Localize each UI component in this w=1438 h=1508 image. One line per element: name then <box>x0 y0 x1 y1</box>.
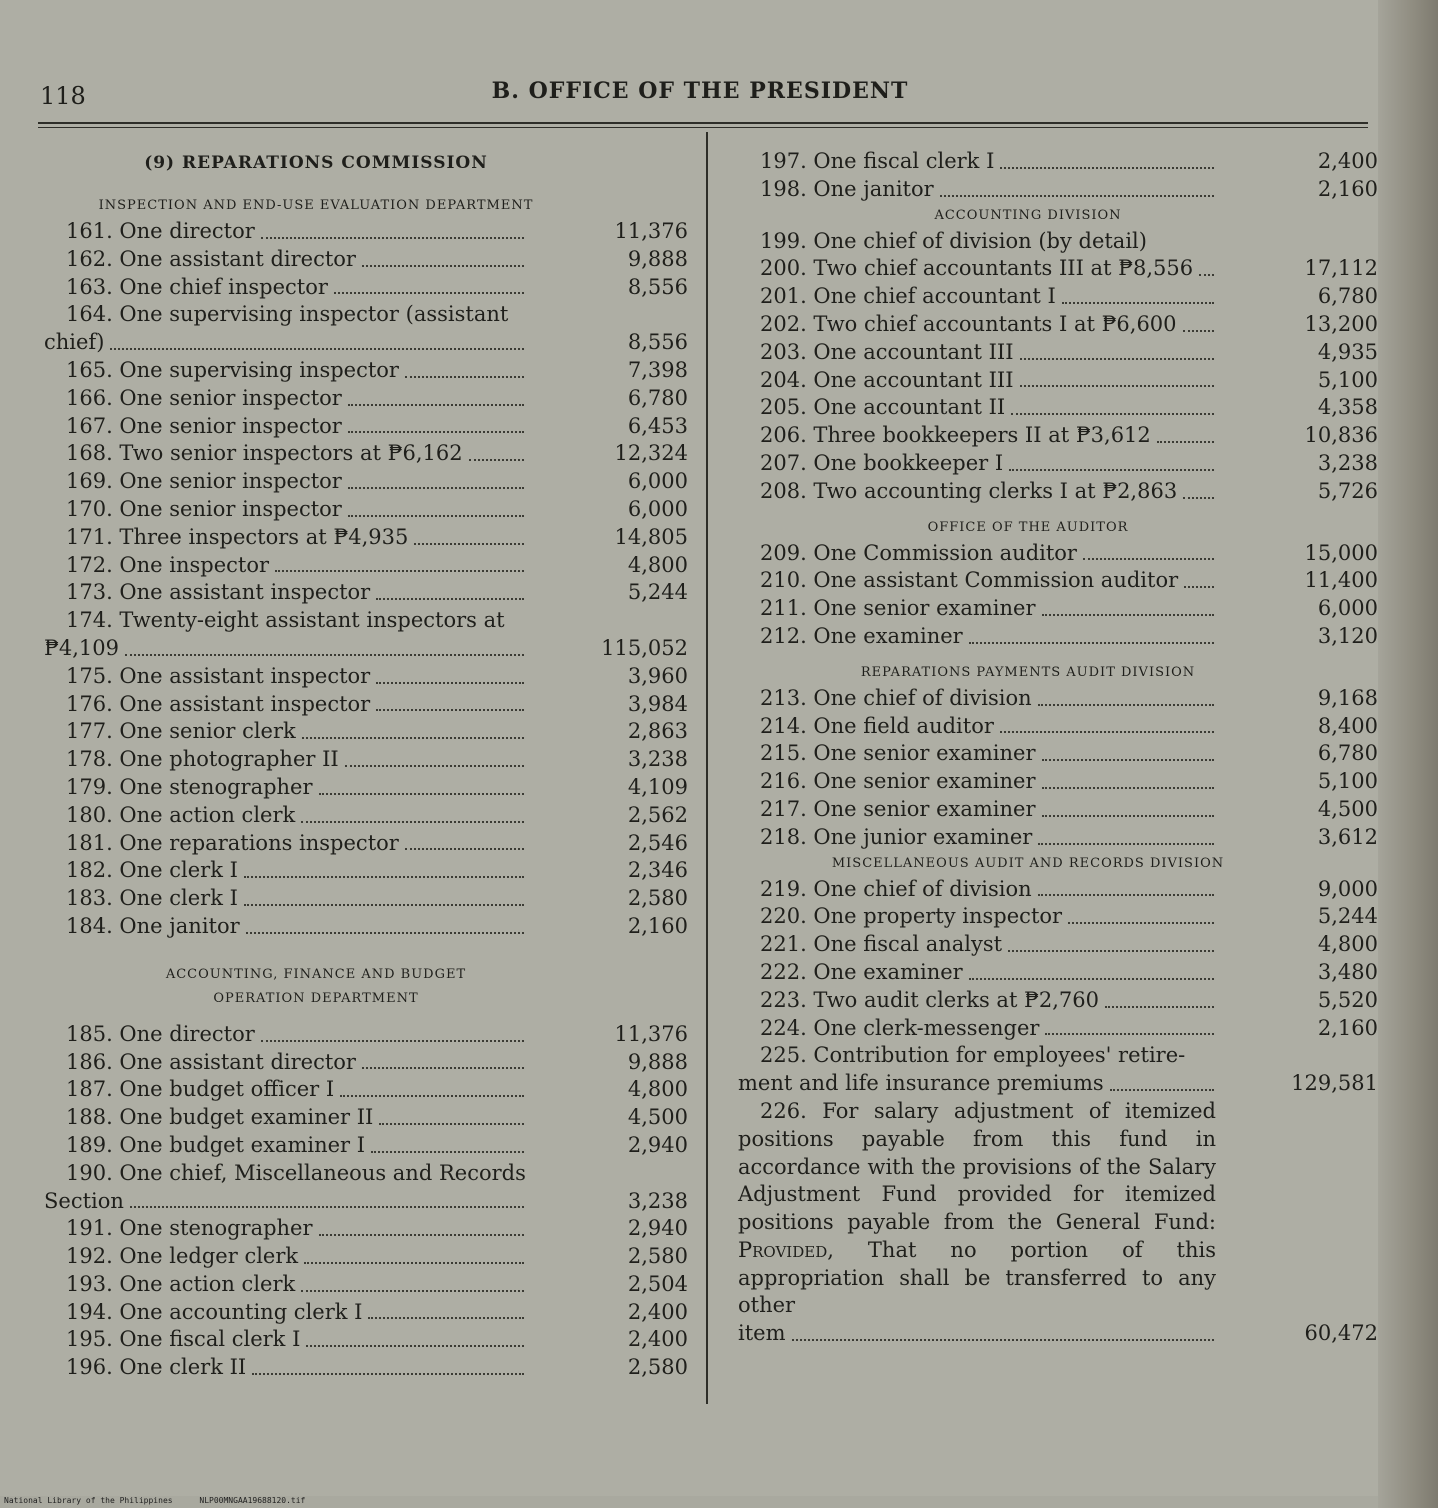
item-amount: 129,581 <box>1291 1071 1378 1096</box>
line-item <box>44 1188 688 1216</box>
item-label: 180. One action clerk <box>66 802 296 827</box>
item-amount: 4,935 <box>1317 339 1378 364</box>
line-item <box>44 329 688 357</box>
leader-dots <box>348 431 524 433</box>
item-amount: 2,400 <box>627 1299 688 1324</box>
item-label: 200. Two chief accountants III at ₱8,556 <box>760 256 1194 281</box>
item-label: 201. One chief accountant I <box>760 284 1056 309</box>
item-amount: 6,000 <box>627 469 688 494</box>
item-list <box>738 685 1378 852</box>
line-item <box>44 691 688 719</box>
item-label: 166. One senior inspector <box>66 385 342 410</box>
item-amount: 17,112 <box>1304 256 1378 281</box>
item-amount: 3,238 <box>627 1188 688 1213</box>
item-list <box>44 1021 688 1382</box>
item-label: 218. One junior examiner <box>760 824 1033 849</box>
leader-dots <box>1045 1033 1214 1035</box>
line-item <box>738 740 1378 768</box>
leader-dots <box>246 932 524 934</box>
item-amount: 4,358 <box>1317 395 1378 420</box>
line-item <box>738 540 1378 568</box>
item-label: 210. One assistant Commission auditor <box>760 568 1179 593</box>
item-label-continued: ₱4,109 <box>44 635 119 660</box>
section-title-continued: OPERATION DEPARTMENT <box>213 990 419 1006</box>
item-list <box>44 218 688 941</box>
leader-dots <box>1000 167 1214 169</box>
leader-dots <box>376 682 524 684</box>
line-item <box>738 595 1378 623</box>
item-amount: 13,200 <box>1304 311 1378 336</box>
item-label: 162. One assistant director <box>66 246 356 271</box>
item-amount: 2,580 <box>627 1355 688 1380</box>
leader-dots <box>130 1206 524 1208</box>
item-label: 176. One assistant inspector <box>66 691 371 716</box>
leader-dots <box>1062 302 1214 304</box>
line-item <box>738 567 1378 595</box>
item-label: item <box>738 1321 786 1346</box>
line-item <box>44 1243 688 1271</box>
item-label: 197. One fiscal clerk I <box>760 149 995 173</box>
leader-dots <box>252 1373 524 1375</box>
leader-dots <box>1008 950 1214 952</box>
item-label: 216. One senior examiner <box>760 769 1036 794</box>
leader-dots <box>405 376 524 378</box>
line-item <box>738 768 1378 796</box>
leader-dots <box>1083 558 1214 560</box>
line-item <box>738 311 1378 339</box>
leader-dots <box>1038 704 1214 706</box>
leader-dots <box>1042 759 1215 761</box>
leader-dots <box>348 404 524 406</box>
leader-dots <box>469 459 524 461</box>
item-label: 184. One janitor <box>66 913 240 938</box>
left-column <box>44 148 688 1382</box>
line-item <box>738 283 1378 311</box>
item-label: 215. One senior examiner <box>760 741 1036 766</box>
item-list <box>738 148 1378 204</box>
line-item <box>44 802 688 830</box>
item-amount: 2,580 <box>627 1244 688 1269</box>
item-label: 187. One budget officer I <box>66 1077 335 1102</box>
section-title: MISCELLANEOUS AUDIT AND RECORDS DIVISION <box>831 855 1225 871</box>
item-label: 172. One inspector <box>66 552 270 577</box>
item-label: 182. One clerk I <box>66 858 238 883</box>
item-amount: 3,984 <box>627 691 688 716</box>
item-label: 178. One photographer II <box>66 747 339 772</box>
leader-dots <box>110 348 524 350</box>
line-item <box>44 830 688 858</box>
item-amount: 3,238 <box>627 747 688 772</box>
line-item <box>44 579 688 607</box>
item-amount: 7,398 <box>627 357 688 382</box>
item-label: 177. One senior clerk <box>66 719 296 744</box>
book-gutter-edge <box>1378 0 1438 1508</box>
item-amount: 11,400 <box>1304 568 1378 593</box>
line-item <box>44 218 688 246</box>
line-item <box>44 1299 688 1327</box>
item-label: 193. One action clerk <box>66 1271 296 1296</box>
leader-dots <box>348 487 524 489</box>
line-item <box>738 623 1378 651</box>
leader-dots <box>405 848 524 850</box>
item-amount: 14,805 <box>614 524 688 549</box>
item-label: 165. One supervising inspector <box>66 357 399 382</box>
item-225-line1: 225. Contribution for employees' retire- <box>760 1043 1186 1068</box>
leader-dots <box>1110 1089 1214 1091</box>
item-list <box>738 540 1378 651</box>
leader-dots <box>1020 358 1215 360</box>
item-226 <box>738 1320 1378 1348</box>
item-amount: 2,400 <box>1317 149 1378 173</box>
commission-title: (9) REPARATIONS COMMISSION <box>144 153 488 173</box>
section-title: INSPECTION AND END-USE EVALUATION DEPARTMENT <box>98 198 534 213</box>
line-item-label: 190. One chief, Miscellaneous and Records <box>66 1160 526 1185</box>
item-label: 192. One ledger clerk <box>66 1244 299 1269</box>
leader-dots <box>275 570 524 572</box>
item-label: 205. One accountant II <box>760 395 1006 420</box>
leader-dots <box>792 1339 1215 1341</box>
leader-dots <box>1105 1006 1214 1008</box>
line-item <box>44 413 688 441</box>
item-label-continued: Section <box>44 1188 124 1213</box>
item-amount: 5,726 <box>1317 478 1378 503</box>
line-item <box>44 1215 688 1243</box>
leader-dots <box>1038 843 1214 845</box>
item-amount: 11,376 <box>614 1021 688 1046</box>
item-amount: 4,800 <box>1317 932 1378 957</box>
line-item <box>738 148 1378 176</box>
item-amount: 5,100 <box>1317 769 1378 794</box>
item-amount: 6,780 <box>627 385 688 410</box>
leader-dots <box>362 1067 524 1069</box>
line-item <box>738 422 1378 450</box>
item-amount: 4,800 <box>627 552 688 577</box>
item-label: 179. One stenographer <box>66 774 313 799</box>
item-label: 211. One senior examiner <box>760 596 1036 621</box>
item-label: 214. One field auditor <box>760 713 994 738</box>
item-amount: 15,000 <box>1304 540 1378 565</box>
line-item <box>738 987 1378 1015</box>
leader-dots <box>1042 815 1215 817</box>
line-item <box>738 824 1378 852</box>
line-item <box>44 774 688 802</box>
line-item <box>44 440 688 468</box>
running-head: B. OFFICE OF THE PRESIDENT <box>491 78 909 104</box>
leader-dots <box>348 515 524 517</box>
line-item <box>44 524 688 552</box>
item-label: 199. One chief of division (by detail) <box>760 228 1147 253</box>
item-label: 206. Three bookkeepers II at ₱3,612 <box>760 423 1151 448</box>
leader-dots <box>1184 586 1214 588</box>
item-amount: 3,238 <box>1317 450 1378 475</box>
line-item <box>738 367 1378 395</box>
leader-dots <box>244 904 524 906</box>
item-amount: 6,000 <box>627 496 688 521</box>
line-item-label: 174. Twenty-eight assistant inspectors at <box>66 608 505 633</box>
footer-file: NLP00MNGAA19688120.tif <box>199 1496 306 1505</box>
item-amount: 3,612 <box>1317 824 1378 849</box>
item-amount: 60,472 <box>1304 1321 1378 1346</box>
item-label: 195. One fiscal clerk I <box>66 1327 301 1352</box>
page-number: 118 <box>40 82 86 110</box>
line-item <box>44 1132 688 1160</box>
line-item <box>738 339 1378 367</box>
leader-dots <box>261 1040 524 1042</box>
line-item <box>738 1015 1378 1043</box>
item-amount: 11,376 <box>614 219 688 243</box>
leader-dots <box>345 765 524 767</box>
line-item <box>44 496 688 524</box>
leader-dots <box>304 1262 524 1264</box>
item-amount: 3,960 <box>627 663 688 688</box>
item-label: 188. One budget examiner II <box>66 1105 374 1130</box>
item-amount: 2,160 <box>1317 1015 1378 1040</box>
item-amount: 9,888 <box>627 246 688 271</box>
item-amount: 12,324 <box>614 441 688 466</box>
item-amount: 8,556 <box>627 330 688 355</box>
leader-dots <box>371 1151 524 1153</box>
item-label: 170. One senior inspector <box>66 496 342 521</box>
leader-dots <box>306 1345 524 1347</box>
leader-dots <box>1042 787 1215 789</box>
leader-dots <box>376 709 524 711</box>
line-item <box>44 274 688 302</box>
leader-dots <box>1199 274 1214 276</box>
item-amount: 5,244 <box>627 580 688 605</box>
line-item <box>44 746 688 774</box>
item-amount: 9,000 <box>1317 876 1378 901</box>
item-label: 167. One senior inspector <box>66 413 342 438</box>
item-amount: 6,453 <box>627 413 688 438</box>
item-list <box>738 228 1378 506</box>
item-label: 191. One stenographer <box>66 1216 313 1241</box>
section-title: ACCOUNTING, FINANCE AND BUDGET <box>165 966 467 982</box>
item-amount: 2,400 <box>627 1327 688 1352</box>
line-item <box>44 385 688 413</box>
item-amount: 6,780 <box>1317 284 1378 309</box>
item-label: ment and life insurance premiums <box>738 1071 1104 1096</box>
leader-dots <box>302 737 524 739</box>
item-label: 183. One clerk I <box>66 886 238 911</box>
line-item <box>738 228 1378 256</box>
footer-source: National Library of the Philippines <box>4 1496 173 1505</box>
item-label: 161. One director <box>66 219 255 243</box>
leader-dots <box>969 978 1214 980</box>
item-label: 173. One assistant inspector <box>66 580 371 605</box>
section-title: ACCOUNTING DIVISION <box>934 207 1122 223</box>
item-label: 189. One budget examiner I <box>66 1132 366 1157</box>
leader-dots <box>1183 330 1214 332</box>
item-225 <box>738 1070 1378 1098</box>
item-amount: 2,160 <box>1317 176 1378 201</box>
leader-dots <box>414 543 524 545</box>
item-label: 194. One accounting clerk I <box>66 1299 363 1324</box>
item-label: 208. Two accounting clerks I at ₱2,863 <box>760 478 1178 503</box>
leader-dots <box>362 265 524 267</box>
line-item <box>44 1354 688 1382</box>
item-list <box>738 876 1378 1043</box>
line-item <box>44 1104 688 1132</box>
line-item <box>44 635 688 663</box>
leader-dots <box>334 292 524 294</box>
item-label: 175. One assistant inspector <box>66 663 371 688</box>
leader-dots <box>1011 413 1214 415</box>
item-amount: 3,120 <box>1317 623 1378 648</box>
line-item <box>44 1076 688 1104</box>
item-amount: 4,500 <box>627 1105 688 1130</box>
line-item <box>44 1271 688 1299</box>
line-item <box>44 1049 688 1077</box>
item-label: 217. One senior examiner <box>760 796 1036 821</box>
item-amount: 2,562 <box>627 802 688 827</box>
column-divider <box>706 132 708 1404</box>
item-label: 223. Two audit clerks at ₱2,760 <box>760 987 1100 1012</box>
item-label: 202. Two chief accountants I at ₱6,600 <box>760 311 1177 336</box>
item-label: 219. One chief of division <box>760 876 1032 901</box>
line-item <box>44 552 688 580</box>
item-label: 168. Two senior inspectors at ₱6,162 <box>66 441 463 466</box>
line-item <box>44 1326 688 1354</box>
item-label: 213. One chief of division <box>760 685 1032 710</box>
item-label: 203. One accountant III <box>760 339 1014 364</box>
line-item <box>44 885 688 913</box>
line-item <box>738 796 1378 824</box>
item-amount: 9,888 <box>627 1049 688 1074</box>
item-amount: 2,160 <box>627 913 688 938</box>
item-amount: 5,100 <box>1317 367 1378 392</box>
line-item-label: 164. One supervising inspector (assistant <box>66 302 509 327</box>
item-amount: 6,780 <box>1317 741 1378 766</box>
line-item <box>738 931 1378 959</box>
leader-dots <box>1038 894 1214 896</box>
line-item <box>738 176 1378 204</box>
item-amount: 8,556 <box>627 274 688 299</box>
leader-dots <box>1157 441 1214 443</box>
leader-dots <box>244 876 524 878</box>
line-item <box>738 255 1378 283</box>
leader-dots <box>368 1317 524 1319</box>
line-item <box>738 959 1378 987</box>
leader-dots <box>969 642 1214 644</box>
item-amount: 4,109 <box>627 774 688 799</box>
item-label: 186. One assistant director <box>66 1049 356 1074</box>
item-amount: 2,546 <box>627 830 688 855</box>
item-label: 209. One Commission auditor <box>760 540 1077 565</box>
leader-dots <box>379 1123 524 1125</box>
leader-dots <box>940 195 1214 197</box>
item-label: 181. One reparations inspector <box>66 830 399 855</box>
item-label-continued: chief) <box>44 330 105 355</box>
leader-dots <box>1068 922 1214 924</box>
line-item <box>738 394 1378 422</box>
line-item <box>44 718 688 746</box>
item-label: 169. One senior inspector <box>66 469 342 494</box>
header-rule-thin <box>38 127 1368 128</box>
right-column <box>738 148 1378 1348</box>
leader-dots <box>1020 385 1215 387</box>
item-amount: 2,580 <box>627 886 688 911</box>
item-label: 185. One director <box>66 1021 255 1046</box>
line-item <box>44 913 688 941</box>
leader-dots <box>301 1290 524 1292</box>
item-label: 196. One clerk II <box>66 1355 247 1380</box>
item-amount: 5,520 <box>1317 987 1378 1012</box>
line-item <box>44 468 688 496</box>
item-amount: 2,940 <box>627 1216 688 1241</box>
line-item <box>44 246 688 274</box>
leader-dots <box>319 793 524 795</box>
item-label: 220. One property inspector <box>760 904 1063 929</box>
leader-dots <box>1000 731 1214 733</box>
item-amount: 10,836 <box>1304 423 1378 448</box>
item-label: 198. One janitor <box>760 176 934 201</box>
line-item <box>738 876 1378 904</box>
item-amount: 2,504 <box>627 1271 688 1296</box>
item-amount: 8,400 <box>1317 713 1378 738</box>
leader-dots <box>1009 469 1214 471</box>
item-label: 171. Three inspectors at ₱4,935 <box>66 524 409 549</box>
item-amount: 4,800 <box>627 1077 688 1102</box>
item-label: 204. One accountant III <box>760 367 1014 392</box>
item-amount: 115,052 <box>601 635 688 660</box>
leader-dots <box>1183 497 1214 499</box>
item-amount: 6,000 <box>1317 596 1378 621</box>
item-label: 224. One clerk-messenger <box>760 1015 1040 1040</box>
line-item <box>738 903 1378 931</box>
line-item <box>738 685 1378 713</box>
leader-dots <box>261 237 524 239</box>
line-item <box>44 357 688 385</box>
header-rule <box>38 122 1368 124</box>
item-amount: 2,863 <box>627 719 688 744</box>
leader-dots <box>376 598 524 600</box>
item-label: 222. One examiner <box>760 959 963 984</box>
leader-dots <box>319 1234 524 1236</box>
item-amount: 3,480 <box>1317 959 1378 984</box>
item-label: 212. One examiner <box>760 623 963 648</box>
section-title: REPARATIONS PAYMENTS AUDIT DIVISION <box>860 664 1196 680</box>
line-item <box>738 713 1378 741</box>
line-item <box>44 1021 688 1049</box>
leader-dots <box>1042 614 1215 616</box>
line-item <box>738 478 1378 506</box>
leader-dots <box>301 821 524 823</box>
item-amount: 2,940 <box>627 1132 688 1157</box>
item-label: 163. One chief inspector <box>66 274 328 299</box>
item-label: 207. One bookkeeper I <box>760 450 1004 475</box>
scan-footer <box>4 1496 327 1505</box>
line-item <box>44 857 688 885</box>
item-amount: 5,244 <box>1317 904 1378 929</box>
item-amount: 9,168 <box>1317 685 1378 710</box>
leader-dots <box>340 1095 524 1097</box>
item-amount: 2,346 <box>627 858 688 883</box>
item-label: 221. One fiscal analyst <box>760 932 1003 957</box>
item-226-text: 226. For salary adjustment of itemized positions payable from this fund in accordance with the provisions of the Salary Adjustment Fund provided for itemized positions payable from the General Fund: Provided, That no portion of this appropriation shall be transferred to any other <box>738 1098 1216 1318</box>
line-item <box>44 663 688 691</box>
section-title: OFFICE OF THE AUDITOR <box>927 519 1129 535</box>
leader-dots <box>125 654 524 656</box>
item-amount: 4,500 <box>1317 796 1378 821</box>
line-item <box>738 450 1378 478</box>
